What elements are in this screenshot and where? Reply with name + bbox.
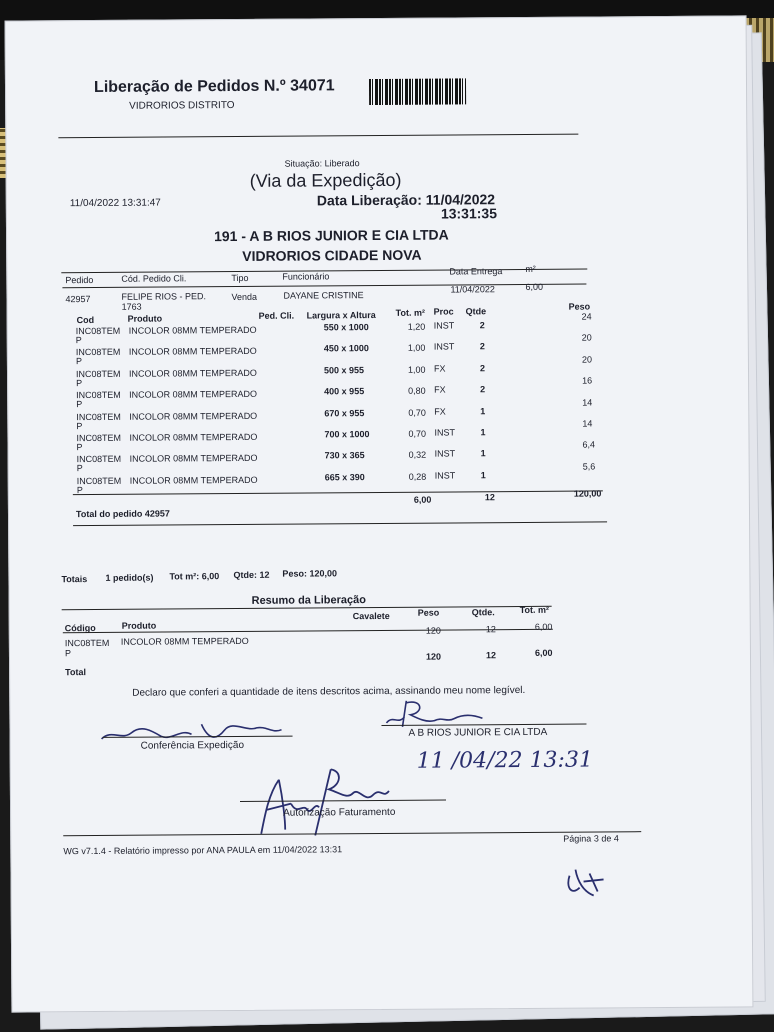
item-peso: 20 (581, 332, 592, 343)
item-peso: 14 (582, 397, 593, 408)
item-qtde: 2 (480, 384, 486, 395)
item-dim: 670 x 955 (324, 408, 365, 419)
m2-value: 6,00 (525, 281, 543, 292)
tipo-value: Venda (231, 291, 258, 303)
document-page (5, 15, 754, 1012)
item-dim: 550 x 1000 (323, 322, 369, 333)
item-cod: INC08TEM (75, 368, 121, 380)
item-dim: 730 x 365 (324, 450, 365, 461)
item-produto: INCOLOR 08MM TEMPERADO (129, 388, 258, 400)
resumo-row-peso: 120 (425, 625, 441, 636)
footer-page: Página 3 de 4 (563, 833, 619, 844)
resumo-row-cod: INC08TEM (64, 637, 110, 649)
item-tot: 0,80 (408, 385, 426, 396)
declaration-text: Declaro que conferi a quantidade de itens descritos acima, assinando meu nome legível. (132, 684, 526, 699)
item-proc: FX (434, 384, 446, 395)
resumo-row-produto: INCOLOR 08MM TEMPERADO (120, 635, 249, 647)
item-proc: INST (434, 427, 455, 438)
item-produto: INCOLOR 08MM TEMPERADO (128, 345, 257, 357)
item-qtde: 1 (480, 427, 486, 438)
resumo-col-produto: Produto (121, 620, 157, 631)
data-entrega-value: 11/04/2022 (450, 284, 495, 295)
footer-left: WG v7.1.4 - Relatório impresso por ANA PAULA em 11/04/2022 13:31 (63, 844, 343, 857)
item-qtde: 2 (479, 363, 486, 374)
resumo-col-codigo: Código (64, 622, 96, 634)
item-dim: 500 x 955 (323, 365, 365, 376)
item-dim: 700 x 1000 (324, 429, 370, 440)
col-tipo: Tipo (231, 272, 249, 284)
item-peso: 14 (582, 418, 593, 429)
col-m2: m² (525, 263, 536, 274)
item-tot: 1,20 (407, 321, 426, 332)
conferencia-label: Conferência Expedição (140, 739, 245, 752)
item-dim: 665 x 390 (324, 472, 365, 483)
item-produto: INCOLOR 08MM TEMPERADO (129, 431, 258, 443)
totals-peso: Peso: 120,00 (282, 568, 337, 579)
resumo-col-qtde: Qtde. (471, 607, 495, 618)
data-liberacao: Data Liberação: 11/04/2022 (316, 191, 496, 209)
document-subtitle: VIDRORIOS DISTRITO (129, 99, 235, 112)
col-cod-pedido-cli: Cód. Pedido Cli. (121, 273, 187, 284)
divider (62, 284, 586, 289)
item-produto: INCOLOR 08MM TEMPERADO (128, 324, 257, 336)
resumo-row-tot: 6,00 (534, 621, 553, 632)
resumo-col-tot: Tot. m² (519, 604, 550, 616)
col-proc: Proc (433, 306, 454, 317)
col-funcionario: Funcionário (282, 271, 330, 282)
item-tot: 0,70 (408, 428, 427, 439)
col-qtde: Qtde (465, 306, 487, 317)
item-cod: INC08TEM (76, 453, 122, 465)
client-name: 191 - A B RIOS JUNIOR E CIA LTDA (214, 226, 449, 245)
item-dim: 400 x 955 (324, 386, 365, 397)
col-ped-cli: Ped. Cli. (258, 310, 295, 321)
order-total-qtde: 12 (484, 492, 495, 503)
funcionario-value: DAYANE CRISTINE (283, 290, 364, 301)
col-peso: Peso (568, 301, 591, 312)
print-datetime: 11/04/2022 13:31:47 (69, 197, 161, 210)
divider (73, 490, 603, 495)
item-proc: INST (434, 470, 456, 481)
totals-pedidos: 1 pedido(s) (105, 572, 154, 583)
item-cod2: P (75, 335, 82, 346)
item-dim: 450 x 1000 (323, 343, 369, 354)
col-cod: Cod (76, 314, 95, 326)
item-qtde: 1 (480, 448, 486, 459)
cod-pedido-cli-value-2: 1763 (121, 301, 142, 312)
item-cod2: P (76, 442, 83, 453)
order-total-label: Total do pedido 42957 (75, 508, 170, 520)
item-qtde: 2 (479, 341, 485, 352)
item-peso: 5,6 (582, 461, 596, 472)
item-proc: FX (433, 363, 446, 374)
item-produto: INCOLOR 08MM TEMPERADO (129, 452, 258, 464)
item-cod: INC08TEM (76, 389, 121, 401)
signature-autorizacao (255, 763, 396, 844)
resumo-total-peso: 120 (425, 651, 442, 662)
cod-pedido-cli-value: FELIPE RIOS - PED. (121, 291, 207, 302)
totals-qtde: Qtde: 12 (233, 569, 270, 581)
order-total-peso: 120,00 (573, 488, 602, 499)
cliente-label: A B RIOS JUNIOR E CIA LTDA (408, 726, 548, 739)
item-cod: INC08TEM (76, 432, 122, 444)
item-peso: 16 (582, 375, 593, 386)
resumo-col-peso: Peso (417, 607, 440, 618)
item-qtde: 2 (479, 320, 485, 331)
item-tot: 0,32 (408, 449, 427, 460)
document-title: Liberação de Pedidos N.º 34071 (93, 77, 335, 96)
item-cod2: P (75, 356, 82, 367)
item-tot: 0,28 (408, 471, 427, 482)
data-liberacao-time: 13:31:35 (440, 205, 498, 222)
item-proc: INST (433, 341, 455, 352)
col-tot-m2: Tot. m² (395, 307, 425, 318)
store-name: VIDRORIOS CIDADE NOVA (242, 246, 422, 264)
col-pedido: Pedido (65, 274, 94, 286)
resumo-title: Resumo da Liberação (251, 594, 366, 607)
autorizacao-label: Autorização Faturamento (283, 806, 396, 819)
resumo-row-qtde: 12 (485, 624, 496, 635)
item-proc: INST (433, 320, 455, 331)
item-cod: INC08TEM (75, 325, 121, 337)
resumo-col-cavalete: Cavalete (352, 610, 390, 622)
item-peso: 24 (581, 311, 592, 322)
divider (73, 521, 607, 526)
item-qtde: 1 (480, 406, 486, 417)
pedido-value: 42957 (65, 294, 91, 305)
item-produto: INCOLOR 08MM TEMPERADO (128, 367, 257, 379)
item-tot: 0,70 (408, 407, 426, 418)
col-produto: Produto (127, 313, 163, 324)
order-total-m2: 6,00 (413, 494, 432, 505)
item-peso: 6,4 (582, 439, 596, 450)
item-cod2: P (76, 399, 83, 410)
item-produto: INCOLOR 08MM TEMPERADO (129, 410, 258, 422)
situacao-text: Situação: Liberado (284, 158, 360, 169)
item-proc: INST (434, 448, 456, 459)
item-cod: INC08TEM (75, 346, 121, 358)
resumo-total-label: Total (65, 667, 86, 678)
item-cod2: P (76, 485, 83, 496)
via-title: (Via da Expedição) (249, 169, 402, 191)
totals-label: Totais (61, 574, 88, 585)
item-cod2: P (76, 421, 83, 432)
barcode-image (369, 78, 466, 105)
totals-m2: Tot m²: 6,00 (169, 571, 220, 582)
col-largura-altura: Largura x Altura (306, 310, 376, 321)
item-peso: 20 (581, 354, 592, 365)
item-cod: INC08TEM (76, 411, 121, 423)
resumo-row-cod2: P (64, 648, 72, 659)
item-cod2: P (76, 378, 83, 389)
item-produto: INCOLOR 08MM TEMPERADO (129, 474, 258, 486)
resumo-total-qtde: 12 (485, 650, 497, 661)
item-cod2: P (76, 463, 83, 474)
item-proc: FX (434, 406, 446, 417)
initials-mark (563, 865, 607, 904)
item-tot: 1,00 (407, 364, 426, 375)
item-cod: INC08TEM (76, 475, 122, 487)
item-tot: 1,00 (407, 342, 426, 353)
handwritten-date: 11 /04/22 13:31 (416, 747, 594, 774)
resumo-total-tot: 6,00 (534, 647, 553, 658)
divider (58, 134, 578, 139)
item-qtde: 1 (480, 470, 486, 481)
col-data-entrega: Data Entrega (449, 266, 503, 277)
